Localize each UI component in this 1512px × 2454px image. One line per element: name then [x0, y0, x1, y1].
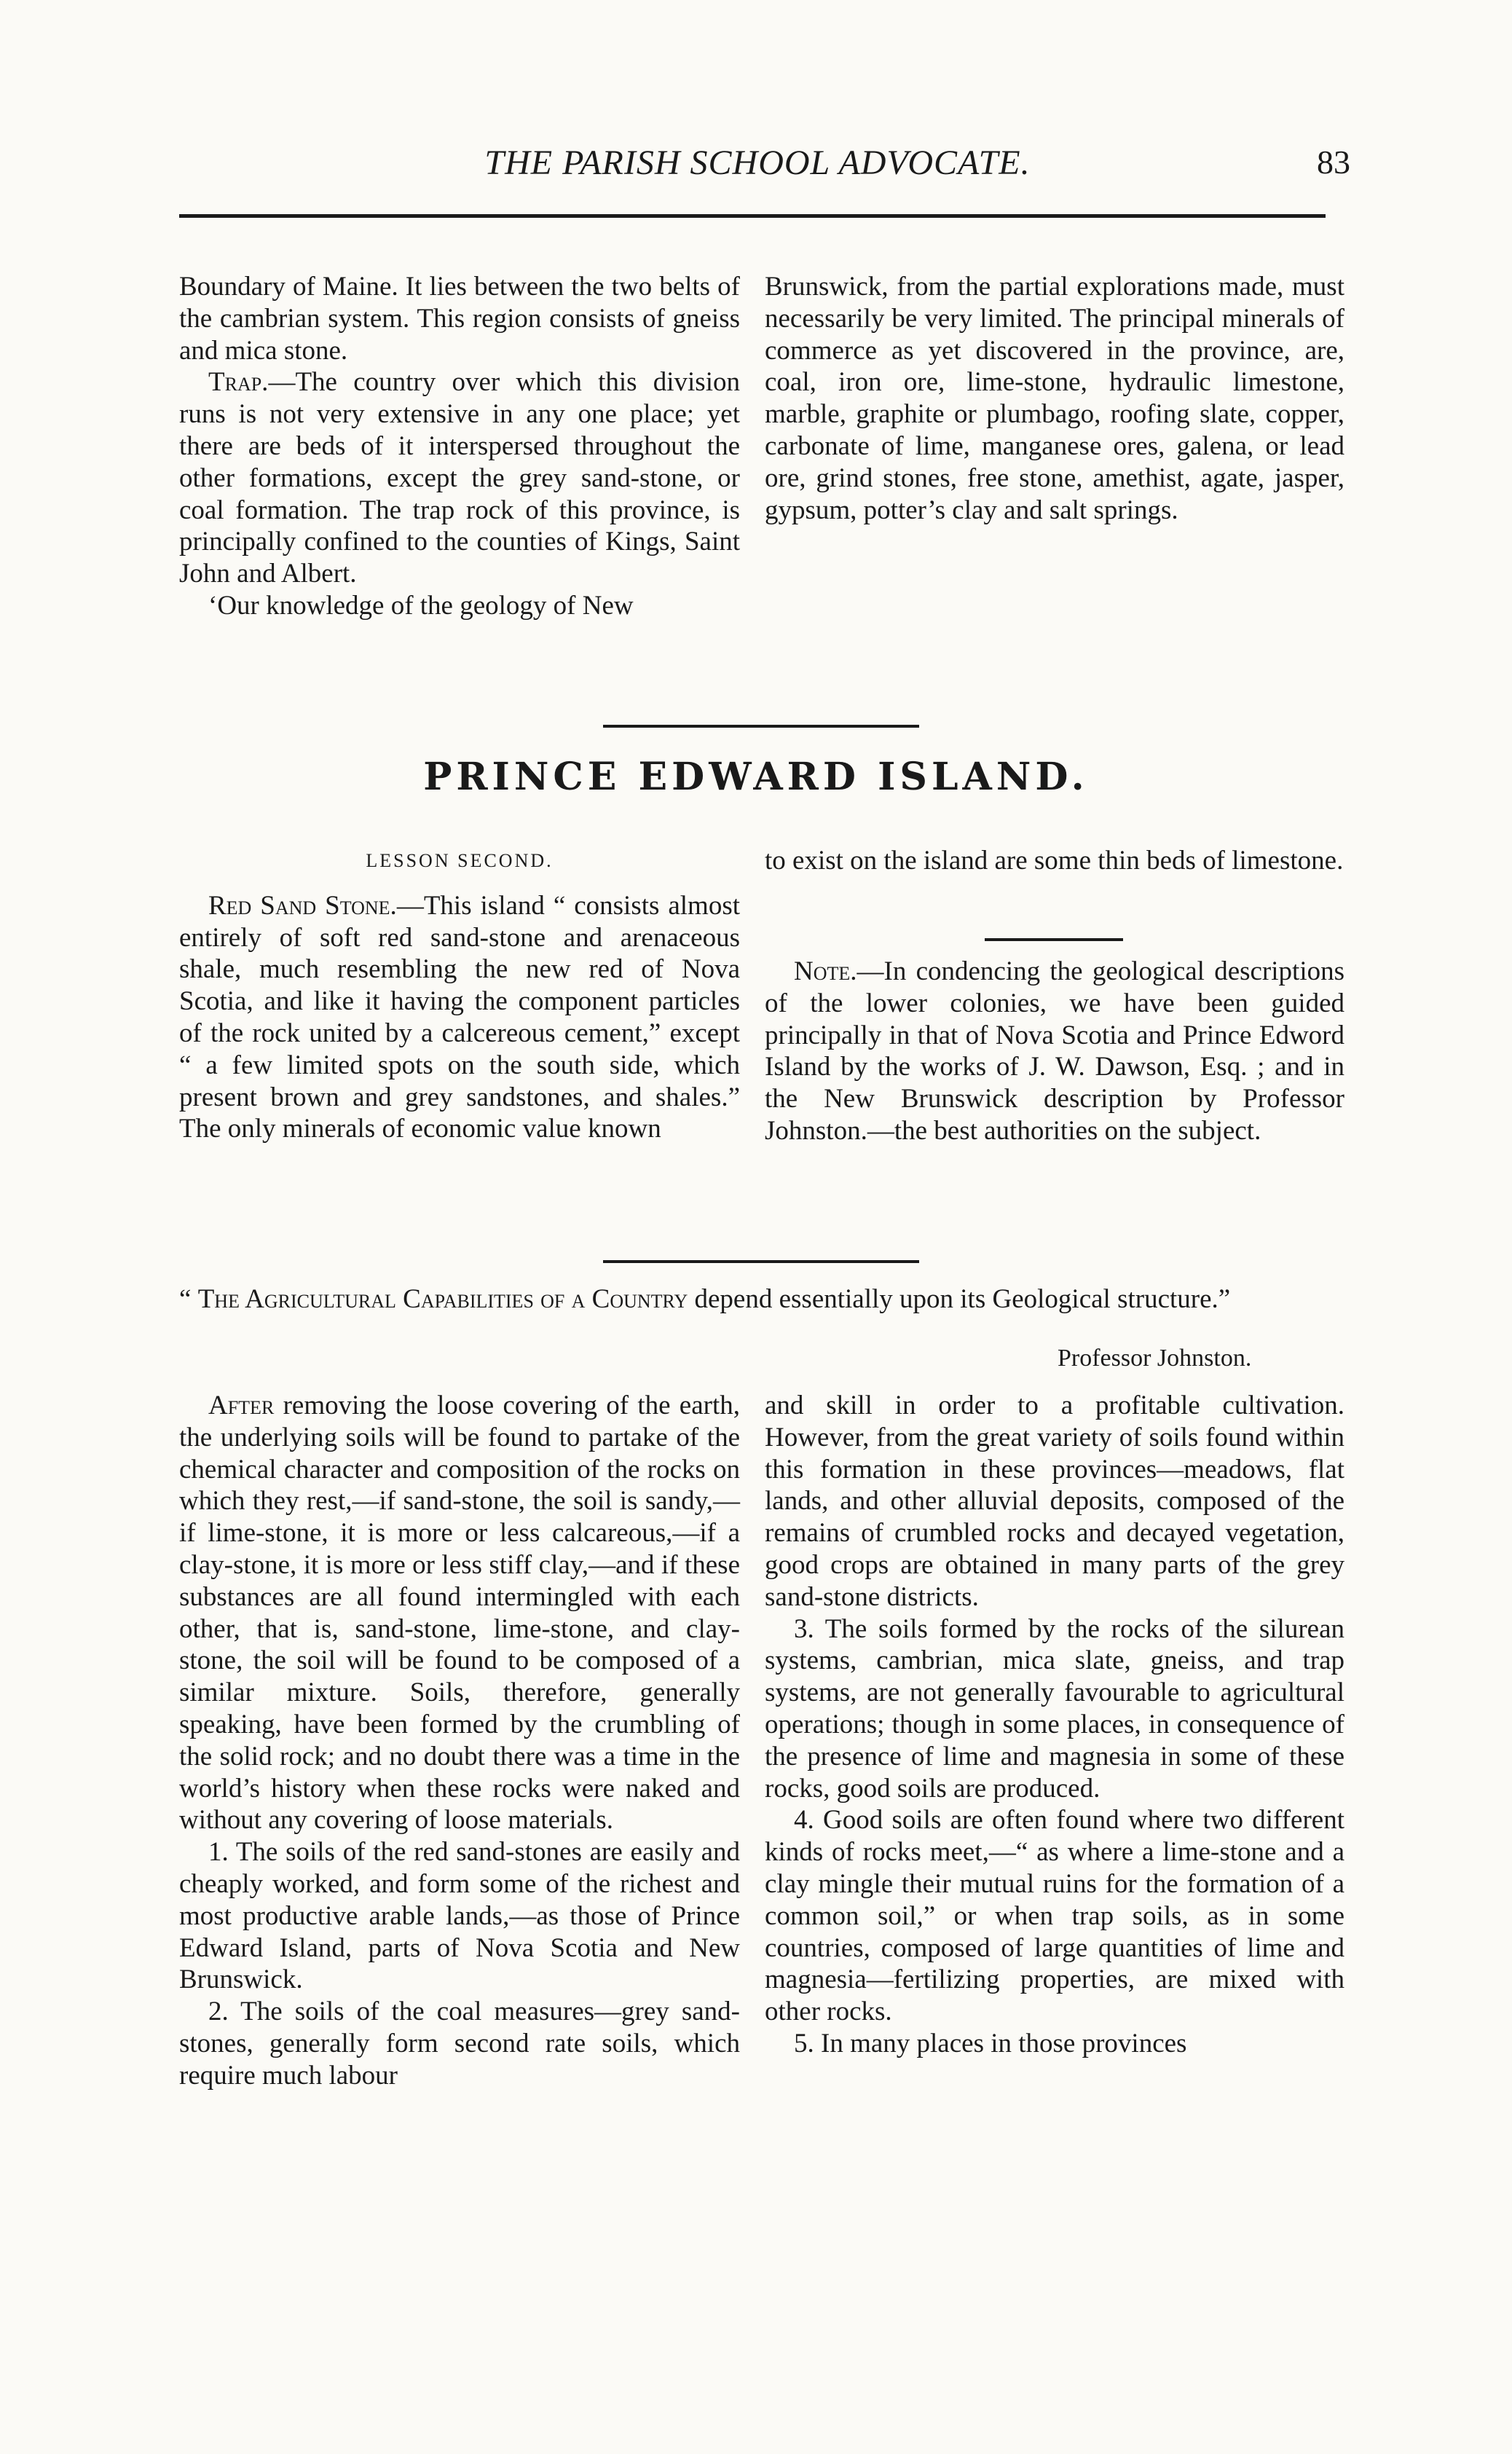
quote-rule	[603, 1260, 919, 1263]
header-rule	[179, 214, 1326, 218]
page-number: 83	[1317, 143, 1350, 181]
paragraph-text: —This island “ consists almost entirely of soft red sand-stone and arenaceous shale, much resembling the new red of Nova Scotia, and like it having the component particles of the rock united by a calcereous cement,” except “ a few limited spots on the south side, which present brown and grey sandstones, and shales.” The only minerals of economic value known	[179, 890, 740, 1144]
note-paragraph	[765, 956, 1344, 1147]
paragraph: 5. In many places in those provinces	[794, 2028, 1187, 2058]
paragraph	[179, 366, 740, 590]
paragraph: Brunswick, from the partial explorations made, must necessarily be very limited. The principal minerals of commerce as yet discovered in the province, are, coal, iron ore, lime-stone, hydraulic limestone, marble, graphite or plumbago, roofing slate, copper, carbonate of lime, manganese ores, galena, or lead ore, grind stones, free stone, amethist, agate, jasper, gypsum, potter’s clay and salt springs.	[765, 272, 1344, 525]
section-title: PRINCE EDWARD ISLAND.	[423, 755, 1089, 799]
paragraph: and skill in order to a profitable cultivation. However, from the great variety of soils found within this formation in these provinces—meadows, flat lands, and other alluvial deposits, composed of the remains of crumbled rocks and decayed vegetation, good crops are obtained in many parts of the grey sand-stone districts.	[765, 1391, 1344, 1612]
epigraph	[179, 1283, 1344, 1316]
paragraph: 3. The soils formed by the rocks of the silurean systems, cambrian, mica slate, gneiss, and trap systems, are not generally favourable to agricultural operations; though in some places, in consequence of the presence of lime and magnesia in some of these rocks, good soils are produced.	[765, 1613, 1344, 1804]
run-in-heading: Note.	[794, 956, 857, 986]
epigraph-caps: The Agricultural Capabilities of a Country	[197, 1284, 688, 1314]
section-right-column	[765, 845, 1344, 877]
paragraph: 1. The soils of the red sand-stones are easily and cheaply worked, and form some of the richest and most productive arable lands,—as those of Prince Edward Island, parts of Nova Scotia and New Brunswick.	[179, 1837, 740, 1995]
paragraph-text: —In condencing the geological descriptions of the lower colonies, we have been guided principally in that of Nova Scotia and Prince Edword Island by the works of J. W. Dawson, Esq. ; and in the New Brunswick description by Professor Johnston.—the best authorities on the subject.	[765, 956, 1344, 1146]
run-in-heading: After	[208, 1391, 275, 1420]
paragraph	[179, 1390, 740, 1836]
top-right-column	[765, 271, 1344, 526]
run-in-heading: Red Sand Stone.	[208, 890, 397, 921]
body-right-column	[765, 1390, 1344, 2060]
epigraph-attribution: Professor Johnston.	[1058, 1345, 1252, 1372]
note-column	[765, 956, 1344, 1147]
section-left-column	[179, 845, 740, 1145]
paragraph-text: removing the loose covering of the earth, the underlying soils will be found to partake of the chemical character and composition of the rocks on which they rest,—if sand-stone, the soil is sandy,—if lime-stone, it is more or less calcareous,—if a clay-stone, it is more or less stiff clay,—and if these substances are all found intermingled with each other, that is, sand-stone, lime-stone, and clay-stone, the soil will be found to be composed of a similar mixture. Soils, therefore, generally speaking, have been formed by the crumbling of the solid rock; and no doubt there was a time in the world’s history when these rocks were naked and without any covering of loose materials.	[179, 1391, 740, 1836]
section-rule	[603, 725, 919, 728]
paragraph-text: —The country over which this division runs is not very extensive in any one place; yet there are beds of it interspersed throughout the other formations, except the grey sand-stone, or coal formation. The trap rock of this province, is principally confined to the counties of Kings, Saint John and Albert.	[179, 367, 740, 589]
paragraph: ‘Our knowledge of the geology of New	[208, 590, 634, 621]
epigraph-text: depend essentially upon its Geological structure.”	[688, 1284, 1231, 1314]
quote-open: “	[179, 1284, 198, 1314]
running-title: THE PARISH SCHOOL ADVOCATE.	[484, 143, 1031, 182]
note-rule	[985, 938, 1123, 941]
body-left-column	[179, 1390, 740, 2092]
paragraph: 2. The soils of the coal measures—grey sand-stones, generally form second rate soils, which require much labour	[179, 1997, 740, 2091]
paragraph: Boundary of Maine. It lies between the two belts of the cambrian system. This region consists of gneiss and mica stone.	[179, 272, 740, 366]
run-in-heading: Trap.	[208, 367, 269, 398]
lesson-label: LESSON SECOND.	[366, 850, 554, 871]
paragraph: 4. Good soils are often found where two different kinds of rocks meet,—“ as where a lime-stone and a clay mingle their mutual ruins for the formation of a common soil,” or when trap soils, as in some countries, composed of large quantities of lime and magnesia—fertilizing properties, are mixed with other rocks.	[765, 1805, 1344, 2027]
paragraph: to exist on the island are some thin beds of limestone.	[765, 846, 1344, 876]
paragraph	[179, 890, 740, 1145]
top-left-column	[179, 271, 740, 622]
